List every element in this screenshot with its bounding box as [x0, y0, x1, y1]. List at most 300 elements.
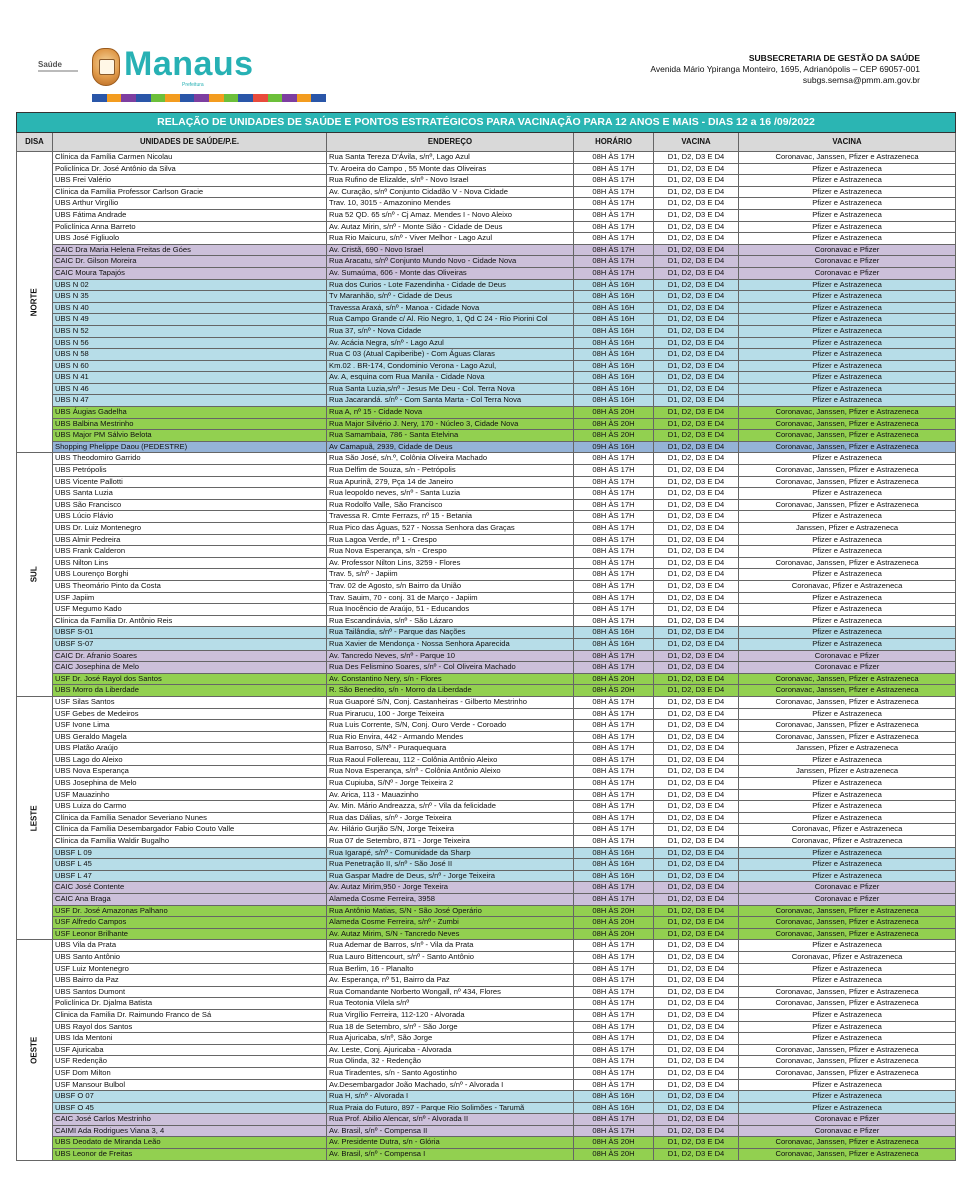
- vaccines-cell: Pfizer e Astrazeneca: [739, 395, 956, 407]
- vaccines-cell: Pfizer e Astrazeneca: [739, 604, 956, 616]
- hours-cell: 08H ÀS 17H: [574, 998, 654, 1010]
- hours-cell: 08H ÀS 17H: [574, 1009, 654, 1021]
- unit-name-cell: Clinica da Familia Dr. Raimundo Franco de Sá: [53, 1009, 327, 1021]
- table-row: [17, 337, 956, 349]
- unit-name-cell: UBSF L 45: [53, 859, 327, 871]
- unit-name-cell: CAIC Dra Maria Helena Freitas de Góes: [53, 244, 327, 256]
- table-row: [17, 859, 956, 871]
- unit-name-cell: UBS Bairro da Paz: [53, 975, 327, 987]
- hours-cell: 08H ÀS 17H: [574, 743, 654, 755]
- address-cell: Av.Desembargador João Machado, s/nº - Alvorada I: [327, 1079, 574, 1091]
- hours-cell: 08H ÀS 16H: [574, 847, 654, 859]
- column-header-horario: HORÁRIO: [574, 133, 654, 152]
- vaccines-cell: Pfizer e Astrazeneca: [739, 940, 956, 952]
- vaccines-cell: Janssen, Pfizer e Astrazeneca: [739, 743, 956, 755]
- address-cell: Av. Curação, s/nº Conjunto Cidadão V - Nova Cidade: [327, 186, 574, 198]
- hours-cell: 08H ÀS 20H: [574, 685, 654, 697]
- doses-cell: D1, D2, D3 E D4: [654, 836, 739, 848]
- doses-cell: D1, D2, D3 E D4: [654, 720, 739, 732]
- hours-cell: 08H ÀS 17H: [574, 233, 654, 245]
- address-cell: Av. Arica, 113 - Mauazinho: [327, 789, 574, 801]
- address-cell: Rua 37, s/nº - Nova Cidade: [327, 325, 574, 337]
- unit-name-cell: UBS Almir Pedreira: [53, 534, 327, 546]
- unit-name-cell: UBS N 56: [53, 337, 327, 349]
- hours-cell: 08H ÀS 17H: [574, 754, 654, 766]
- doses-cell: D1, D2, D3 E D4: [654, 1009, 739, 1021]
- vaccines-cell: Coronavac, Janssen, Pfizer e Astrazeneca: [739, 685, 956, 697]
- vaccines-cell: Coronavac, Janssen, Pfizer e Astrazeneca: [739, 673, 956, 685]
- table-row: [17, 894, 956, 906]
- table-row: [17, 580, 956, 592]
- hours-cell: 08H ÀS 17H: [574, 1033, 654, 1045]
- doses-cell: D1, D2, D3 E D4: [654, 302, 739, 314]
- table-row: [17, 778, 956, 790]
- unit-name-cell: UBS São Francisco: [53, 499, 327, 511]
- vaccines-cell: Coronavac, Janssen, Pfizer e Astrazeneca: [739, 696, 956, 708]
- hours-cell: 08H ÀS 17H: [574, 1067, 654, 1079]
- unit-name-cell: UBS Arthur Virgílio: [53, 198, 327, 210]
- vaccines-cell: Coronavac, Janssen, Pfizer e Astrazeneca: [739, 720, 956, 732]
- hours-cell: 08H ÀS 20H: [574, 430, 654, 442]
- vaccines-cell: Pfizer e Astrazeneca: [739, 291, 956, 303]
- doses-cell: D1, D2, D3 E D4: [654, 569, 739, 581]
- column-header-doses: VACINA: [654, 133, 739, 152]
- table-row: [17, 951, 956, 963]
- disa-label: LESTE: [29, 805, 39, 832]
- table-row: [17, 720, 956, 732]
- table-row: [17, 615, 956, 627]
- address-cell: Km.02 . BR-174, Condominio Verona - Lago Azul,: [327, 360, 574, 372]
- doses-cell: D1, D2, D3 E D4: [654, 244, 739, 256]
- doses-cell: D1, D2, D3 E D4: [654, 951, 739, 963]
- hours-cell: 08H ÀS 17H: [574, 662, 654, 674]
- unit-name-cell: UBS Frei Valério: [53, 175, 327, 187]
- unit-name-cell: CAIC José Carlos Mestrinho: [53, 1114, 327, 1126]
- address-cell: Rua 18 de Setembro, s/nº - São Jorge: [327, 1021, 574, 1033]
- doses-cell: D1, D2, D3 E D4: [654, 673, 739, 685]
- hours-cell: 08H ÀS 17H: [574, 731, 654, 743]
- unit-name-cell: USF Luiz Montenegro: [53, 963, 327, 975]
- address-cell: Rua 07 de Setembro, 871 - Jorge Teixeira: [327, 836, 574, 848]
- table-row: [17, 1033, 956, 1045]
- unit-name-cell: UBSF S-07: [53, 638, 327, 650]
- vaccines-cell: Pfizer e Astrazeneca: [739, 221, 956, 233]
- vaccines-cell: Pfizer e Astrazeneca: [739, 302, 956, 314]
- hours-cell: 08H ÀS 16H: [574, 314, 654, 326]
- address-cell: Alameda Cosme Ferreira, s/nº - Zumbi: [327, 917, 574, 929]
- hours-cell: 08H ÀS 17H: [574, 836, 654, 848]
- saude-logo-underline: [38, 70, 78, 72]
- hours-cell: 08H ÀS 20H: [574, 917, 654, 929]
- doses-cell: D1, D2, D3 E D4: [654, 372, 739, 384]
- doses-cell: D1, D2, D3 E D4: [654, 696, 739, 708]
- unit-name-cell: UBS N 58: [53, 349, 327, 361]
- address-cell: Travessa R. Cmte Ferrazs, nº 15 - Betania: [327, 511, 574, 523]
- address-cell: Av. Autaz Mirin, s/nº - Monte Sião - Cidade de Deus: [327, 221, 574, 233]
- address-cell: Rua Ajuricaba, s/nº, São Jorge: [327, 1033, 574, 1045]
- address-cell: Rua Berlim, 16 - Planalto: [327, 963, 574, 975]
- doses-cell: D1, D2, D3 E D4: [654, 523, 739, 535]
- table-row: [17, 221, 956, 233]
- column-header-endereco: ENDEREÇO: [327, 133, 574, 152]
- table-row: [17, 1067, 956, 1079]
- doses-cell: D1, D2, D3 E D4: [654, 1067, 739, 1079]
- vaccines-cell: Coronavac, Janssen, Pfizer e Astrazeneca: [739, 418, 956, 430]
- doses-cell: D1, D2, D3 E D4: [654, 1137, 739, 1149]
- table-row: [17, 638, 956, 650]
- address-cell: Rua Igarapé, s/nº - Comunidade da Sharp: [327, 847, 574, 859]
- address-cell: Rua Des Felismino Soares, s/nº - Col Oliveira Machado: [327, 662, 574, 674]
- doses-cell: D1, D2, D3 E D4: [654, 766, 739, 778]
- doses-cell: D1, D2, D3 E D4: [654, 882, 739, 894]
- unit-name-cell: UBS N 35: [53, 291, 327, 303]
- city-crest-icon: [92, 48, 120, 86]
- unit-name-cell: USF Mansour Bulbol: [53, 1079, 327, 1091]
- vaccines-cell: Pfizer e Astrazeneca: [739, 638, 956, 650]
- unit-name-cell: UBS Frank Calderon: [53, 546, 327, 558]
- table-row: [17, 789, 956, 801]
- doses-cell: D1, D2, D3 E D4: [654, 986, 739, 998]
- table-row: [17, 1114, 956, 1126]
- doses-cell: D1, D2, D3 E D4: [654, 1149, 739, 1161]
- vaccines-cell: Pfizer e Astrazeneca: [739, 1009, 956, 1021]
- doses-cell: D1, D2, D3 E D4: [654, 499, 739, 511]
- address-cell: Av. Autaz Mirim,950 - Jorge Texeira: [327, 882, 574, 894]
- unit-name-cell: UBS Petrópolis: [53, 465, 327, 477]
- doses-cell: D1, D2, D3 E D4: [654, 963, 739, 975]
- table-row: [17, 1091, 956, 1103]
- address-cell: Trav. 02 de Agosto, s/n Bairro da União: [327, 580, 574, 592]
- vaccines-cell: Janssen, Pfizer e Astrazeneca: [739, 523, 956, 535]
- table-row: [17, 766, 956, 778]
- vaccines-cell: Coronavac, Pfizer e Astrazeneca: [739, 836, 956, 848]
- doses-cell: D1, D2, D3 E D4: [654, 580, 739, 592]
- unit-name-cell: UBSF L 47: [53, 870, 327, 882]
- vaccines-cell: Pfizer e Astrazeneca: [739, 186, 956, 198]
- vaccines-cell: Coronavac, Janssen, Pfizer e Astrazeneca: [739, 1044, 956, 1056]
- vaccines-cell: Coronavac, Pfizer e Astrazeneca: [739, 824, 956, 836]
- vaccines-cell: Pfizer e Astrazeneca: [739, 488, 956, 500]
- vaccines-cell: Coronavac e Pfizer: [739, 882, 956, 894]
- doses-cell: D1, D2, D3 E D4: [654, 1125, 739, 1137]
- hours-cell: 08H ÀS 17H: [574, 580, 654, 592]
- address-cell: Rua Inocêncio de Araújo, 51 - Educandos: [327, 604, 574, 616]
- unit-name-cell: USF Mauazinho: [53, 789, 327, 801]
- doses-cell: D1, D2, D3 E D4: [654, 349, 739, 361]
- hours-cell: 08H ÀS 20H: [574, 1149, 654, 1161]
- vaccines-cell: Pfizer e Astrazeneca: [739, 175, 956, 187]
- table-row: [17, 418, 956, 430]
- table-row: [17, 430, 956, 442]
- vaccines-cell: Pfizer e Astrazeneca: [739, 372, 956, 384]
- address-cell: Rua Rodolfo Valle, São Francisco: [327, 499, 574, 511]
- hours-cell: 08H ÀS 16H: [574, 302, 654, 314]
- unit-name-cell: Clínica da Família Waldir Bugalho: [53, 836, 327, 848]
- table-row: [17, 998, 956, 1010]
- address-cell: Av. Presidente Dutra, s/n - Glória: [327, 1137, 574, 1149]
- hours-cell: 08H ÀS 17H: [574, 894, 654, 906]
- vaccines-cell: Pfizer e Astrazeneca: [739, 325, 956, 337]
- vaccines-cell: Pfizer e Astrazeneca: [739, 349, 956, 361]
- doses-cell: D1, D2, D3 E D4: [654, 186, 739, 198]
- unit-name-cell: CAIMI Ada Rodrigues Viana 3, 4: [53, 1125, 327, 1137]
- unit-name-cell: UBS N 52: [53, 325, 327, 337]
- table-row: [17, 685, 956, 697]
- unit-name-cell: UBS Major PM Sálvio Belota: [53, 430, 327, 442]
- unit-name-cell: USF Leonor Brilhante: [53, 928, 327, 940]
- address-cell: Av. Tancredo Neves, s/nº - Parque 10: [327, 650, 574, 662]
- address-cell: Rua Virgílio Ferreira, 112-120 - Alvorada: [327, 1009, 574, 1021]
- unit-name-cell: USF Dr. José Rayol dos Santos: [53, 673, 327, 685]
- address-cell: Rua Barroso, S/Nº - Puraquequara: [327, 743, 574, 755]
- vaccines-cell: Pfizer e Astrazeneca: [739, 453, 956, 465]
- table-row: [17, 175, 956, 187]
- table-body: [17, 152, 956, 1161]
- unit-name-cell: UBS N 49: [53, 314, 327, 326]
- hours-cell: 08H ÀS 17H: [574, 209, 654, 221]
- vaccines-cell: Pfizer e Astrazeneca: [739, 1033, 956, 1045]
- doses-cell: D1, D2, D3 E D4: [654, 894, 739, 906]
- unit-name-cell: CAIC Moura Tapajós: [53, 267, 327, 279]
- address-cell: Av. Acácia Negra, s/nº - Lago Azul: [327, 337, 574, 349]
- doses-cell: D1, D2, D3 E D4: [654, 314, 739, 326]
- unit-name-cell: UBS Theomário Pinto da Costa: [53, 580, 327, 592]
- table-row: [17, 1102, 956, 1114]
- hours-cell: 08H ÀS 17H: [574, 1021, 654, 1033]
- unit-name-cell: UBS Santos Dumont: [53, 986, 327, 998]
- hours-cell: 08H ÀS 17H: [574, 708, 654, 720]
- vaccines-cell: Coronavac e Pfizer: [739, 244, 956, 256]
- table-row: [17, 963, 956, 975]
- vaccines-cell: Coronavac e Pfizer: [739, 650, 956, 662]
- table-row: [17, 1021, 956, 1033]
- vaccines-cell: Coronavac e Pfizer: [739, 256, 956, 268]
- hours-cell: 08H ÀS 16H: [574, 349, 654, 361]
- address-cell: Rua Antônio Matias, S/N - São José Operário: [327, 905, 574, 917]
- unit-name-cell: UBS N 41: [53, 372, 327, 384]
- vaccines-cell: Pfizer e Astrazeneca: [739, 859, 956, 871]
- vaccines-cell: Pfizer e Astrazeneca: [739, 546, 956, 558]
- unit-name-cell: USF Alfredo Campos: [53, 917, 327, 929]
- address-cell: Rua Teotonia Vilela s/nº: [327, 998, 574, 1010]
- doses-cell: D1, D2, D3 E D4: [654, 465, 739, 477]
- address-cell: Av. Esperança, nº 51, Bairro da Paz: [327, 975, 574, 987]
- hours-cell: 08H ÀS 17H: [574, 824, 654, 836]
- doses-cell: D1, D2, D3 E D4: [654, 708, 739, 720]
- hours-cell: 08H ÀS 16H: [574, 1091, 654, 1103]
- address-cell: Alameda Cosme Ferreira, 3958: [327, 894, 574, 906]
- hours-cell: 08H ÀS 16H: [574, 372, 654, 384]
- table-row: [17, 523, 956, 535]
- unit-name-cell: UBS Josephina de Melo: [53, 778, 327, 790]
- disa-label: NORTE: [29, 288, 39, 317]
- unit-name-cell: CAIC José Contente: [53, 882, 327, 894]
- unit-name-cell: Clínica da Família Senador Severiano Nunes: [53, 812, 327, 824]
- address-cell: Rua Nova Esperança, s/n - Crespo: [327, 546, 574, 558]
- disa-cell: [17, 453, 53, 696]
- doses-cell: D1, D2, D3 E D4: [654, 383, 739, 395]
- address-cell: Tv. Aroeira do Campo , 55 Monte das Oliveiras: [327, 163, 574, 175]
- unit-name-cell: Clínica da Família Carmen Nicolau: [53, 152, 327, 164]
- address-cell: Rua Nova Esperança, s/nº - Colônia Antônio Aleixo: [327, 766, 574, 778]
- doses-cell: D1, D2, D3 E D4: [654, 592, 739, 604]
- doses-cell: D1, D2, D3 E D4: [654, 546, 739, 558]
- vaccines-cell: Pfizer e Astrazeneca: [739, 1091, 956, 1103]
- doses-cell: D1, D2, D3 E D4: [654, 279, 739, 291]
- hours-cell: 08H ÀS 17H: [574, 163, 654, 175]
- unit-name-cell: USF Silas Santos: [53, 696, 327, 708]
- vaccines-cell: Pfizer e Astrazeneca: [739, 511, 956, 523]
- table-row: [17, 696, 956, 708]
- hours-cell: 08H ÀS 16H: [574, 1102, 654, 1114]
- vaccines-cell: Coronavac, Pfizer e Astrazeneca: [739, 951, 956, 963]
- doses-cell: D1, D2, D3 E D4: [654, 198, 739, 210]
- address-cell: Rua Samambaia, 786 - Santa Etelvina: [327, 430, 574, 442]
- unit-name-cell: USF Megumo Kado: [53, 604, 327, 616]
- vaccines-cell: Pfizer e Astrazeneca: [739, 708, 956, 720]
- unit-name-cell: UBS N 46: [53, 383, 327, 395]
- vaccines-cell: Pfizer e Astrazeneca: [739, 847, 956, 859]
- hours-cell: 08H ÀS 17H: [574, 488, 654, 500]
- doses-cell: D1, D2, D3 E D4: [654, 615, 739, 627]
- unit-name-cell: UBS Rayol dos Santos: [53, 1021, 327, 1033]
- doses-cell: D1, D2, D3 E D4: [654, 917, 739, 929]
- manaus-logo-text: Manaus: [124, 45, 254, 83]
- address-cell: Rua Tiradentes, s/n - Santo Agostinho: [327, 1067, 574, 1079]
- unit-name-cell: CAIC Josephina de Melo: [53, 662, 327, 674]
- address-cell: Av. Leste, Conj. Ajuricaba - Alvorada: [327, 1044, 574, 1056]
- table-row: [17, 1125, 956, 1137]
- address-cell: Rua Tailândia, s/nº - Parque das Nações: [327, 627, 574, 639]
- vaccines-cell: Coronavac, Janssen, Pfizer e Astrazeneca: [739, 731, 956, 743]
- disa-label: OESTE: [29, 1036, 39, 1064]
- doses-cell: D1, D2, D3 E D4: [654, 1021, 739, 1033]
- hours-cell: 08H ÀS 17H: [574, 1056, 654, 1068]
- doses-cell: D1, D2, D3 E D4: [654, 360, 739, 372]
- unit-name-cell: UBS N 02: [53, 279, 327, 291]
- vaccines-cell: Coronavac, Janssen, Pfizer e Astrazeneca: [739, 407, 956, 419]
- address-cell: Rua Praia do Futuro, 897 - Parque Rio Solimões - Tarumã: [327, 1102, 574, 1114]
- hours-cell: 08H ÀS 17H: [574, 476, 654, 488]
- table-row: [17, 256, 956, 268]
- doses-cell: D1, D2, D3 E D4: [654, 998, 739, 1010]
- unit-name-cell: UBS Geraldo Magela: [53, 731, 327, 743]
- hours-cell: 08H ÀS 16H: [574, 395, 654, 407]
- address-cell: Rua Campo Grande c/ Al. Rio Negro, 1, Qd C 24 - Rio Piorini Col: [327, 314, 574, 326]
- table-row: [17, 836, 956, 848]
- doses-cell: D1, D2, D3 E D4: [654, 754, 739, 766]
- doses-cell: D1, D2, D3 E D4: [654, 1079, 739, 1091]
- hours-cell: 08H ÀS 17H: [574, 986, 654, 998]
- column-header-unidades: UNIDADES DE SAÚDE/P.E.: [53, 133, 327, 152]
- table-row: [17, 812, 956, 824]
- table-row: [17, 453, 956, 465]
- hours-cell: 08H ÀS 17H: [574, 789, 654, 801]
- doses-cell: D1, D2, D3 E D4: [654, 1033, 739, 1045]
- address-cell: Rua Comandante Norberto Wongall, nº 434, Flores: [327, 986, 574, 998]
- address-cell: R. São Benedito, s/n - Morro da Liberdade: [327, 685, 574, 697]
- address-cell: Av. Brasil, s/nº - Compensa I: [327, 1149, 574, 1161]
- doses-cell: D1, D2, D3 E D4: [654, 418, 739, 430]
- address-cell: Rua H, s/nº - Alvorada I: [327, 1091, 574, 1103]
- doses-cell: D1, D2, D3 E D4: [654, 731, 739, 743]
- doses-cell: D1, D2, D3 E D4: [654, 152, 739, 164]
- unit-name-cell: Policlínica Anna Barreto: [53, 221, 327, 233]
- table-row: [17, 882, 956, 894]
- address-cell: Av. Professor Nilton Lins, 3259 - Flores: [327, 557, 574, 569]
- vaccines-cell: Pfizer e Astrazeneca: [739, 789, 956, 801]
- vaccines-cell: Coronavac, Janssen, Pfizer e Astrazeneca: [739, 499, 956, 511]
- address-cell: Rua Major Silvério J. Nery, 170 - Núcleo 3, Cidade Nova: [327, 418, 574, 430]
- table-row: [17, 511, 956, 523]
- hours-cell: 08H ÀS 17H: [574, 1114, 654, 1126]
- unit-name-cell: UBS Áugias Gadelha: [53, 407, 327, 419]
- address-cell: Rua Santa Luzia,s/nº - Jesus Me Deu - Col. Terra Nova: [327, 383, 574, 395]
- unit-name-cell: UBSF O 45: [53, 1102, 327, 1114]
- doses-cell: D1, D2, D3 E D4: [654, 291, 739, 303]
- vaccines-cell: Pfizer e Astrazeneca: [739, 1079, 956, 1091]
- address-cell: Rua Aracatu, s/nº Conjunto Mundo Novo - Cidade Nova: [327, 256, 574, 268]
- hours-cell: 08H ÀS 17H: [574, 534, 654, 546]
- table-row: [17, 917, 956, 929]
- table-row: [17, 476, 956, 488]
- table-row: [17, 186, 956, 198]
- address-cell: Rua A, nº 15 - Cidade Nova: [327, 407, 574, 419]
- table-row: [17, 662, 956, 674]
- hours-cell: 08H ÀS 17H: [574, 963, 654, 975]
- address-cell: Rua Ademar de Barros, s/nº - Vila da Prata: [327, 940, 574, 952]
- table-row: [17, 1056, 956, 1068]
- hours-cell: 09H ÀS 16H: [574, 441, 654, 453]
- hours-cell: 08H ÀS 17H: [574, 569, 654, 581]
- vaccines-cell: Pfizer e Astrazeneca: [739, 963, 956, 975]
- vaccines-cell: Pfizer e Astrazeneca: [739, 337, 956, 349]
- unit-name-cell: USF Japiim: [53, 592, 327, 604]
- table-row: [17, 395, 956, 407]
- address-cell: Rua Cupiuba, S/Nº - Jorge Teixeira 2: [327, 778, 574, 790]
- vaccines-cell: Coronavac, Janssen, Pfizer e Astrazeneca: [739, 1067, 956, 1079]
- doses-cell: D1, D2, D3 E D4: [654, 1102, 739, 1114]
- address-cell: Rua Lagoa Verde, nº 1 - Crespo: [327, 534, 574, 546]
- hours-cell: 08H ÀS 16H: [574, 859, 654, 871]
- vaccines-cell: Pfizer e Astrazeneca: [739, 778, 956, 790]
- doses-cell: D1, D2, D3 E D4: [654, 407, 739, 419]
- doses-cell: D1, D2, D3 E D4: [654, 975, 739, 987]
- doses-cell: D1, D2, D3 E D4: [654, 453, 739, 465]
- doses-cell: D1, D2, D3 E D4: [654, 778, 739, 790]
- hours-cell: 08H ÀS 17H: [574, 940, 654, 952]
- vaccines-cell: Coronavac e Pfizer: [739, 662, 956, 674]
- hours-cell: 08H ÀS 20H: [574, 905, 654, 917]
- doses-cell: D1, D2, D3 E D4: [654, 801, 739, 813]
- vaccines-cell: Coronavac, Janssen, Pfizer e Astrazeneca: [739, 1137, 956, 1149]
- doses-cell: D1, D2, D3 E D4: [654, 650, 739, 662]
- vaccines-cell: Pfizer e Astrazeneca: [739, 233, 956, 245]
- unit-name-cell: UBS N 47: [53, 395, 327, 407]
- unit-name-cell: UBS Dr. Luiz Montenegro: [53, 523, 327, 535]
- address-cell: Rua leopoldo neves, s/nº - Santa Luzia: [327, 488, 574, 500]
- doses-cell: D1, D2, D3 E D4: [654, 175, 739, 187]
- doses-cell: D1, D2, D3 E D4: [654, 604, 739, 616]
- hours-cell: 08H ÀS 16H: [574, 291, 654, 303]
- unit-name-cell: UBS Nova Esperança: [53, 766, 327, 778]
- table-row: [17, 314, 956, 326]
- vaccines-cell: Pfizer e Astrazeneca: [739, 314, 956, 326]
- column-header-disa: DISA: [17, 133, 53, 152]
- doses-cell: D1, D2, D3 E D4: [654, 325, 739, 337]
- vaccines-cell: Pfizer e Astrazeneca: [739, 534, 956, 546]
- address-cell: Rua Santa Tereza D'Ávila, s/nº, Lago Azul: [327, 152, 574, 164]
